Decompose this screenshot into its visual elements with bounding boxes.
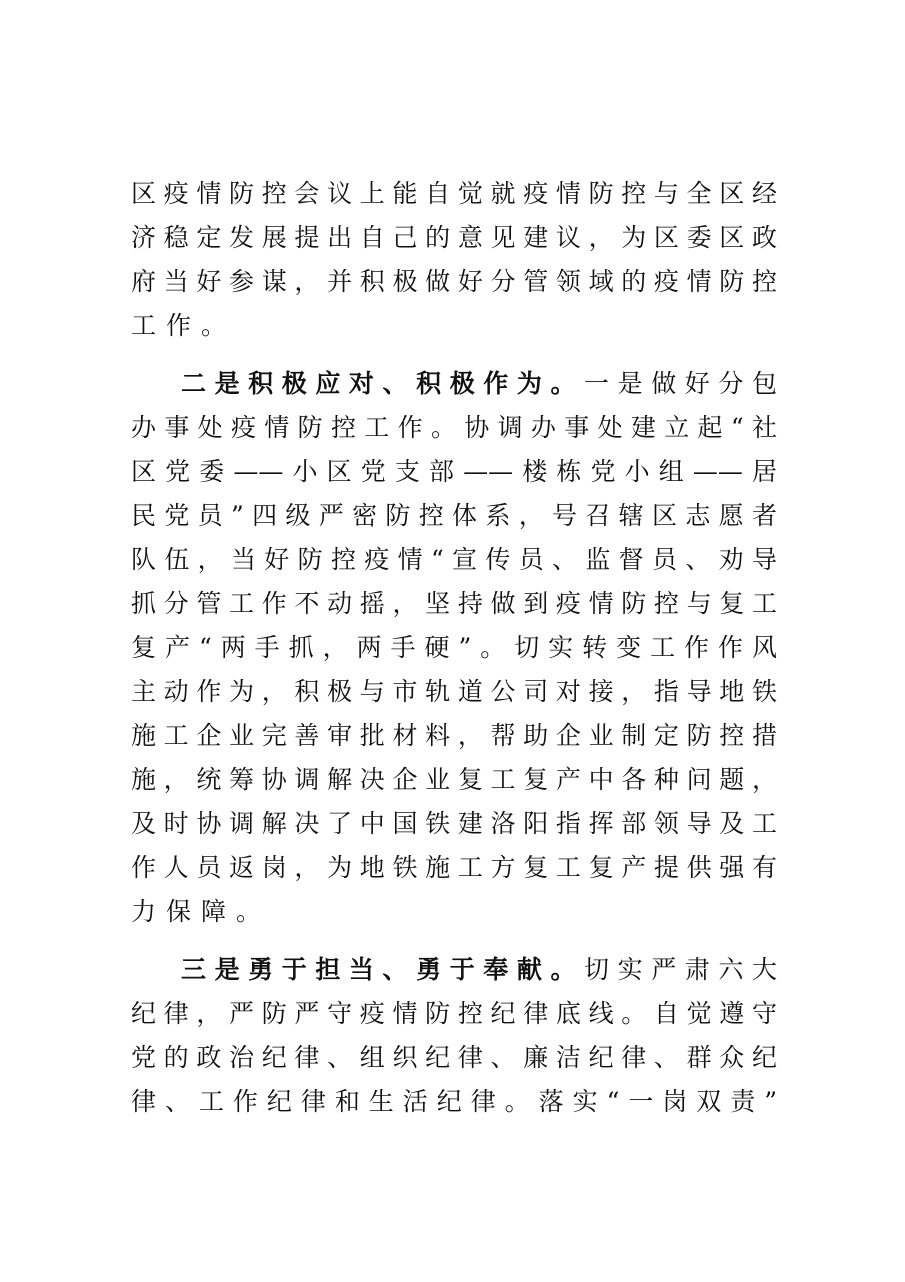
paragraph-3: [131, 948, 777, 1124]
text-run: 一是做好分包: [584, 369, 777, 398]
paragraph-first-line: [131, 948, 777, 992]
text-line: 办事处疫情防控工作。协调办事处建立起“社: [131, 413, 777, 442]
paragraph-first-line: [131, 362, 777, 406]
text-line: 区疫情防控会议上能自觉就疫情防控与全区经: [131, 179, 777, 208]
text-line: 济稳定发展提出自己的意见建议，为区委区政: [131, 223, 777, 252]
text-line: 党的政治纪律、组织纪律、廉洁纪律、群众纪: [131, 1043, 777, 1072]
text-line: 民党员”四级严密防控体系，号召辖区志愿者: [131, 501, 777, 530]
text-line: 律、工作纪律和生活纪律。落实“一岗双责”: [131, 1087, 777, 1116]
text-line: 施工企业完善审批材料，帮助企业制定防控措: [131, 721, 777, 750]
text-line: 纪律，严防严守疫情防控纪律底线。自觉遵守: [131, 999, 777, 1028]
text-line: 区党委——小区党支部——楼栋党小组——居: [131, 457, 777, 486]
text-line: 府当好参谋，并积极做好分管领域的疫情防控: [131, 267, 777, 296]
text-line: 队伍，当好防控疫情“宣传员、监督员、劝导: [131, 545, 777, 574]
text-line: 施，统筹协调解决企业复工复产中各种问题，: [131, 765, 777, 794]
paragraph-heading: 二是积极应对、积极作为。: [181, 369, 585, 398]
text-line: 工作。: [131, 311, 237, 340]
paragraph-heading: 三是勇于担当、勇于奉献。: [181, 955, 585, 984]
document-body: [131, 172, 777, 1124]
text-line: 力保障。: [131, 897, 272, 926]
paragraph-1: [131, 172, 777, 348]
text-line: 复产“两手抓，两手硬”。切实转变工作作风: [131, 633, 777, 662]
text-run: 切实严肃六大: [584, 955, 777, 984]
paragraph-2: [131, 362, 777, 934]
text-line: 主动作为，积极与市轨道公司对接，指导地铁: [131, 677, 777, 706]
text-line: 抓分管工作不动摇，坚持做到疫情防控与复工: [131, 589, 777, 618]
text-line: 作人员返岗，为地铁施工方复工复产提供强有: [131, 853, 777, 882]
text-line: 及时协调解决了中国铁建洛阳指挥部领导及工: [131, 809, 777, 838]
